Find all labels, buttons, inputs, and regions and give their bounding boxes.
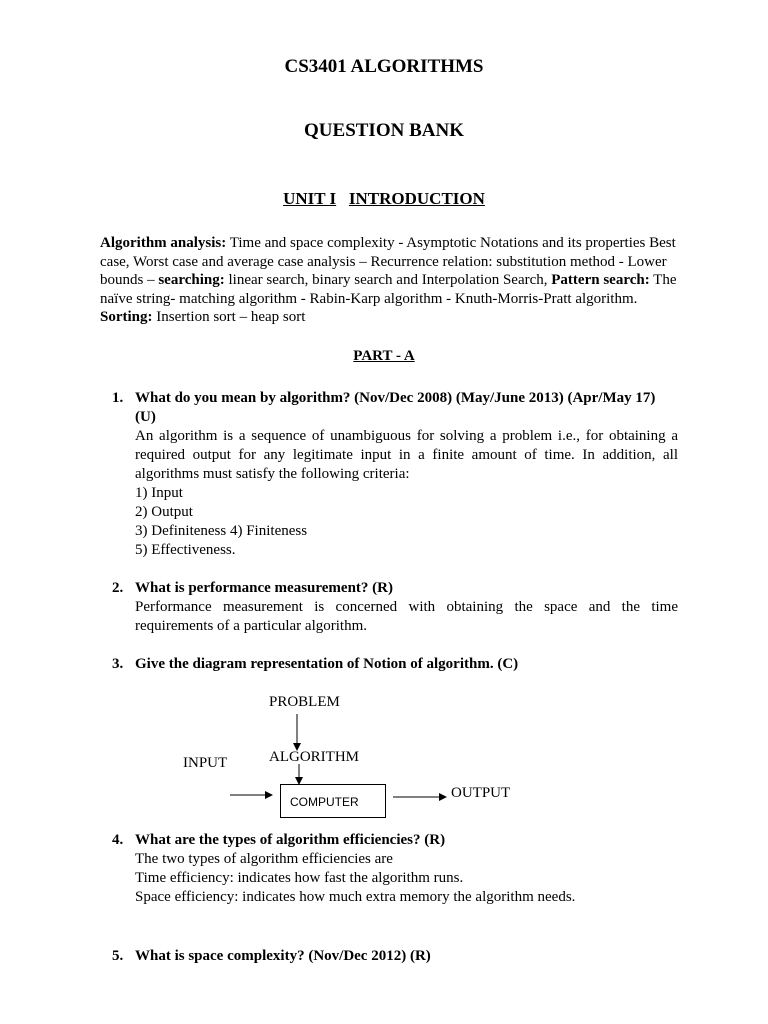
question-number: 5. — [112, 948, 124, 964]
question-title: What is space complexity? (Nov/Dec 2012) (R) — [135, 948, 431, 964]
part-heading: PART - A — [353, 348, 415, 364]
syllabus-topic: Pattern search: — [551, 272, 650, 288]
question-5 — [112, 947, 678, 966]
question-number: 3. — [112, 656, 124, 672]
criteria-item: 3) Definiteness 4) Finiteness — [135, 523, 308, 539]
question-answer: An algorithm is a sequence of unambiguous for solving a problem i.e., for obtaining a required output for any legitimate input in a finite amount of time. In addition, all algorithms must satisfy the following criteria: — [135, 428, 678, 482]
question-number: 2. — [112, 580, 124, 596]
question-title: What is performance measurement? (R) — [135, 580, 393, 596]
criteria-item: 5) Effectiveness. — [135, 542, 236, 558]
criteria-item: 2) Output — [135, 504, 193, 520]
output-label: OUTPUT — [451, 785, 511, 801]
criteria-item: 1) Input — [135, 485, 183, 501]
input-label: INPUT — [183, 755, 228, 771]
question-answer: Performance measurement is concerned with obtaining the space and the time requirements of a particular algorithm. — [135, 599, 678, 634]
document-title: CS3401 ALGORITHMS — [284, 56, 484, 77]
syllabus-topic: Algorithm analysis: — [100, 235, 227, 251]
algorithm-label: ALGORITHM — [269, 749, 359, 765]
unit-title: INTRODUCTION — [348, 189, 485, 208]
syllabus-text: The naïve string- matching algorithm - Rabin-Karp algorithm - Knuth-Morris-Pratt algorithm. — [100, 272, 677, 307]
problem-label: PROBLEM — [269, 694, 340, 710]
syllabus-text: Insertion sort – heap sort — [152, 309, 306, 325]
answer-line: Space efficiency: indicates how much extra memory the algorithm needs. — [135, 889, 576, 905]
question-title: What do you mean by algorithm? (Nov/Dec 2008) (May/June 2013) (Apr/May 17) (U) — [135, 390, 656, 425]
answer-line: The two types of algorithm efficiencies are — [135, 851, 393, 867]
syllabus-topic: Sorting: — [100, 309, 153, 325]
question-title: What are the types of algorithm efficiencies? (R) — [135, 832, 446, 848]
question-number: 1. — [112, 390, 124, 406]
syllabus-topic: searching: — [158, 272, 225, 288]
answer-line: Time efficiency: indicates how fast the algorithm runs. — [135, 870, 464, 886]
unit-label: UNIT I — [283, 189, 337, 208]
question-4 — [112, 831, 678, 907]
computer-box — [280, 784, 386, 818]
document-subtitle: QUESTION BANK — [304, 120, 464, 141]
syllabus-text: linear search, binary search and Interpolation Search, — [224, 272, 552, 288]
syllabus-text: Time and space complexity - Asymptotic Notations and its properties Best case, Worst case and average case analysis – Recurrence relation: substitution method - Lower bounds – — [100, 235, 676, 288]
computer-label: COMPUTER — [290, 795, 359, 809]
question-number: 4. — [112, 832, 124, 848]
question-title: Give the diagram representation of Notion of algorithm. (C) — [135, 656, 519, 672]
